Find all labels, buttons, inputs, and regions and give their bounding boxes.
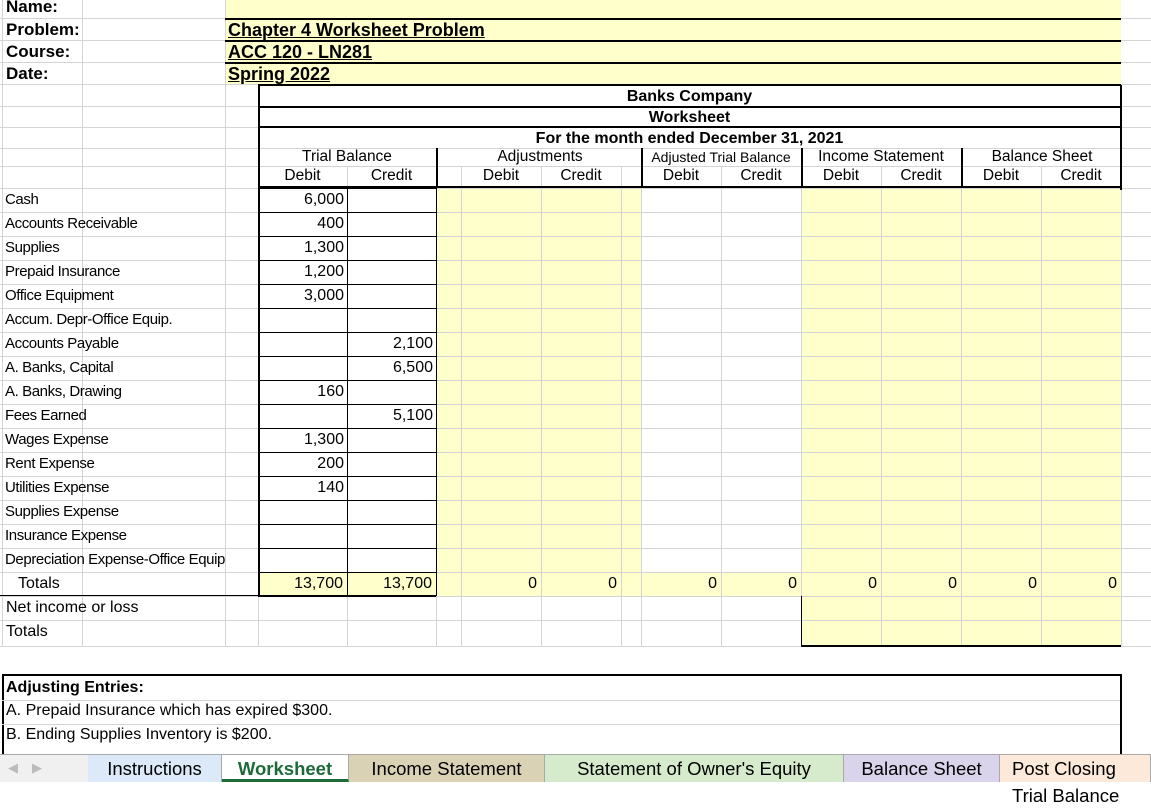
tb-debit-cell[interactable]: 200 — [317, 455, 344, 472]
grid-vline-6 — [641, 166, 642, 646]
tab-income-statement[interactable]: Income Statement — [349, 755, 545, 782]
grid-hline-16 — [0, 380, 1151, 381]
grid-hline-20 — [0, 476, 1151, 477]
net-income-bottom-line — [801, 645, 1121, 647]
tb-credit-cell[interactable]: 6,500 — [392, 359, 433, 376]
grid-hline-11 — [0, 260, 1151, 261]
totals-cell-0[interactable]: 13,700 — [294, 575, 343, 592]
grid-hline-9 — [0, 212, 1151, 213]
problem-label: Problem: — [6, 20, 80, 39]
name-input-cell[interactable] — [225, 0, 1121, 18]
grid-hline-18 — [0, 428, 1151, 429]
account-name: A. Banks, Capital — [5, 359, 114, 376]
tb-debit-cell[interactable]: 3,000 — [303, 287, 344, 304]
grid-hline-24 — [0, 572, 1151, 573]
grid-vline-4 — [541, 166, 542, 646]
debit-header-4: Debit — [662, 167, 700, 184]
border-title-mid — [258, 106, 1121, 108]
company-name: Banks Company — [626, 88, 753, 105]
final-totals-label: Totals — [6, 623, 48, 640]
grid-vline-11 — [1041, 166, 1042, 646]
worksheet-title: Worksheet — [648, 109, 731, 126]
course-value[interactable]: ACC 120 - LN281 — [228, 42, 373, 62]
group-income-statement: Income Statement — [818, 148, 944, 165]
net-income-label: Net income or loss — [6, 599, 139, 616]
grid-vline-9 — [881, 166, 882, 646]
group-adjustments: Adjustments — [497, 148, 583, 165]
tb-debit-cell[interactable]: 160 — [317, 383, 344, 400]
date-input-cell[interactable] — [225, 64, 1121, 84]
credit-header-5: Credit — [740, 167, 782, 184]
tb-debit-cell[interactable]: 6,000 — [303, 191, 344, 208]
account-name: Accounts Receivable — [5, 215, 138, 232]
totals-label: Totals — [18, 575, 60, 592]
grid-vline-left-2 — [225, 0, 226, 646]
account-name: Utilities Expense — [5, 479, 110, 496]
totals-bottom-line — [258, 595, 436, 597]
adjusting-title: Adjusting Entries: — [6, 679, 144, 696]
grid-hline-22 — [0, 524, 1151, 525]
grid-hline-19 — [0, 452, 1151, 453]
grid-hline-15 — [0, 356, 1151, 357]
totals-cell-6[interactable]: 0 — [868, 575, 877, 592]
credit-header-3: Credit — [560, 167, 602, 184]
group-trial-balance: Trial Balance — [302, 148, 392, 165]
grid-hline-21 — [0, 500, 1151, 501]
grid-hline-26 — [0, 620, 1151, 621]
credit-header-7: Credit — [900, 167, 942, 184]
grid-vline-7 — [721, 166, 722, 646]
account-name: A. Banks, Drawing — [5, 383, 122, 400]
adjusting-entry-a: A. Prepaid Insurance which has expired $300. — [6, 702, 333, 719]
grid-vline-8 — [801, 166, 802, 646]
adjusting-entry-b: B. Ending Supplies Inventory is $200. — [6, 726, 272, 743]
tb-credit-cell[interactable]: 2,100 — [392, 335, 433, 352]
grid-hline-25 — [0, 596, 1151, 597]
tab-balance-sheet[interactable]: Balance Sheet — [844, 755, 1000, 782]
credit-header-9: Credit — [1060, 167, 1102, 184]
grid-hline-14 — [0, 332, 1151, 333]
worksheet-period: For the month ended December 31, 2021 — [535, 130, 844, 147]
adjusting-box-right — [1120, 674, 1122, 754]
account-name: Supplies — [5, 239, 60, 256]
totals-cell-7[interactable]: 0 — [948, 575, 957, 592]
totals-cell-2[interactable]: 0 — [528, 575, 537, 592]
debit-header-6: Debit — [822, 167, 860, 184]
date-value[interactable]: Spring 2022 — [228, 64, 331, 84]
account-name: Wages Expense — [5, 431, 109, 448]
adjusting-box-top — [2, 674, 1122, 676]
grid-vline-3 — [461, 166, 462, 646]
adjusting-line-1 — [2, 700, 1120, 701]
account-name: Fees Earned — [5, 407, 87, 424]
grid-hline-10 — [0, 236, 1151, 237]
debit-header-8: Debit — [982, 167, 1020, 184]
adjusting-box-left — [2, 674, 4, 754]
grid-vline-10 — [961, 166, 962, 646]
account-name: Rent Expense — [5, 455, 95, 472]
tb-debit-cell[interactable]: 400 — [317, 215, 344, 232]
tab-instructions[interactable]: Instructions — [88, 755, 222, 782]
totals-cell-9[interactable]: 0 — [1108, 575, 1117, 592]
grid-hline-23 — [0, 548, 1151, 549]
grid-hline-12 — [0, 284, 1151, 285]
grid-hline-8 — [0, 188, 1151, 189]
grid-hline-17 — [0, 404, 1151, 405]
grid-vline-5 — [621, 166, 622, 646]
grid-hline-13 — [0, 308, 1151, 309]
grid-vline-left-0 — [2, 0, 3, 646]
account-name: Office Equipment — [5, 287, 114, 304]
tab-worksheet[interactable]: Worksheet — [222, 755, 349, 782]
group-adjusted-trial-balance: Adjusted Trial Balance — [651, 149, 791, 165]
tb-debit-cell[interactable]: 1,300 — [303, 431, 344, 448]
net-income-left-line — [801, 596, 802, 646]
tab-post-closing[interactable]: Post Closing Trial Balance — [1000, 755, 1151, 782]
tb-debit-cell[interactable]: 1,300 — [303, 239, 344, 256]
tab-scroll-left-icon[interactable]: ◀ — [8, 760, 18, 775]
account-name: Supplies Expense — [5, 503, 119, 520]
tb-debit-cell[interactable]: 140 — [317, 479, 344, 496]
tb-mid-line — [347, 188, 348, 596]
tb-credit-cell[interactable]: 5,100 — [392, 407, 433, 424]
totals-cell-1[interactable]: 13,700 — [383, 575, 432, 592]
account-name: Depreciation Expense-Office Equip — [5, 551, 225, 568]
totals-cell-8[interactable]: 0 — [1028, 575, 1037, 592]
grid-vline-12 — [1121, 166, 1122, 646]
group-balance-sheet: Balance Sheet — [991, 148, 1093, 165]
totals-cell-5[interactable]: 0 — [788, 575, 797, 592]
tb-debit-cell[interactable]: 1,200 — [303, 263, 344, 280]
border-group-sep-0 — [436, 148, 438, 188]
account-name: Accum. Depr-Office Equip. — [5, 311, 173, 328]
tab-owners-equity[interactable]: Statement of Owner's Equity — [545, 755, 844, 782]
account-name: Insurance Expense — [5, 527, 127, 544]
totals-cell-4[interactable]: 0 — [708, 575, 717, 592]
border-title-top — [258, 84, 1121, 86]
totals-left-line — [0, 595, 258, 596]
account-name: Prepaid Insurance — [5, 263, 120, 280]
totals-cell-3[interactable]: 0 — [608, 575, 617, 592]
problem-value[interactable]: Chapter 4 Worksheet Problem — [228, 20, 485, 40]
tb-right-line — [436, 188, 437, 596]
name-label: Name: — [6, 0, 58, 16]
debit-header-0: Debit — [284, 167, 321, 184]
debit-header-2: Debit — [482, 167, 520, 184]
date-label: Date: — [6, 64, 49, 83]
credit-header-1: Credit — [370, 167, 413, 184]
tab-scroll-right-icon[interactable]: ▶ — [32, 760, 42, 775]
account-name: Cash — [5, 191, 39, 208]
course-label: Course: — [6, 42, 71, 61]
adjusting-line-2 — [2, 724, 1120, 725]
account-name: Accounts Payable — [5, 335, 119, 352]
